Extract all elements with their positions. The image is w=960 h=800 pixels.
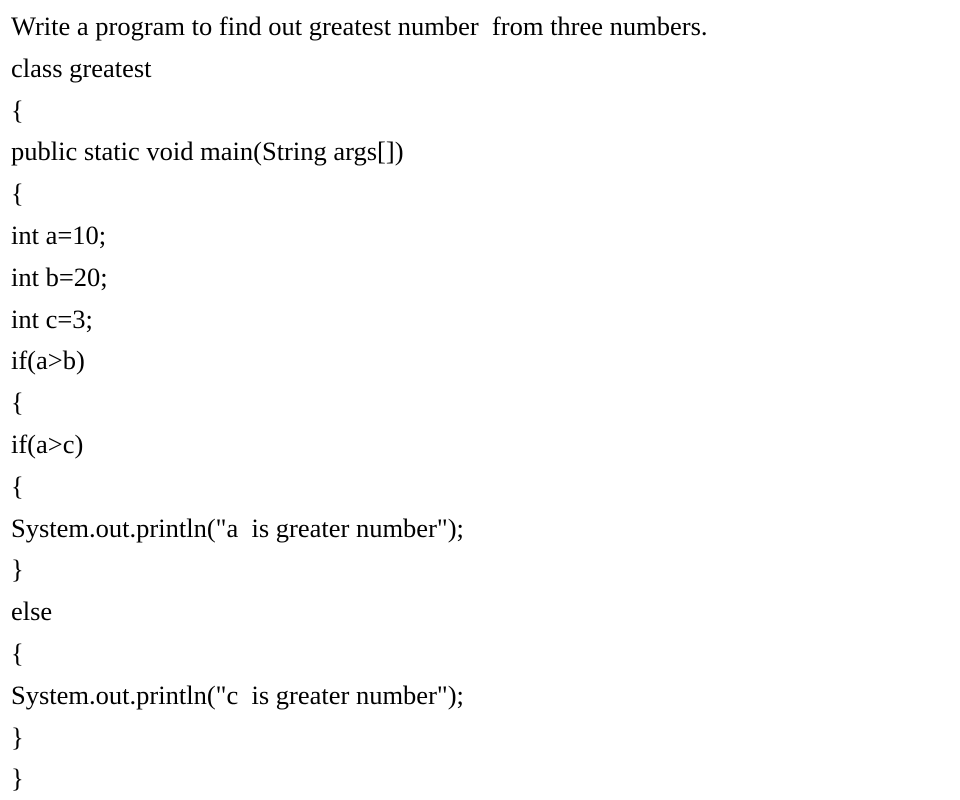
code-line-if-a-gt-b: if(a>b) (11, 345, 85, 376)
code-line-close-brace: } (11, 554, 24, 585)
code-line-declare-c: int c=3; (11, 303, 93, 334)
code-line-class-declaration: class greatest (11, 52, 152, 83)
code-line-main-method: public static void main(String args[]) (11, 136, 404, 167)
code-line-close-brace: } (11, 721, 24, 752)
code-line-else: else (11, 596, 53, 627)
code-line-print-a: System.out.println("a is greater number"); (11, 512, 464, 543)
code-line-print-c: System.out.println("c is greater number"); (11, 679, 464, 710)
code-line-declare-b: int b=20; (11, 261, 108, 292)
code-line-declare-a: int a=10; (11, 219, 107, 250)
page-heading: Write a program to find out greatest number from three numbers. (11, 11, 708, 41)
code-line-close-brace-cut: } (11, 763, 24, 794)
code-line-open-brace: { (11, 94, 24, 125)
code-line-open-brace: { (11, 637, 24, 668)
document-page (11, 6, 951, 800)
code-line-if-a-gt-c: if(a>c) (11, 428, 84, 459)
code-line-open-brace: { (11, 470, 24, 501)
code-line-open-brace: { (11, 178, 24, 209)
code-line-open-brace: { (11, 387, 24, 418)
